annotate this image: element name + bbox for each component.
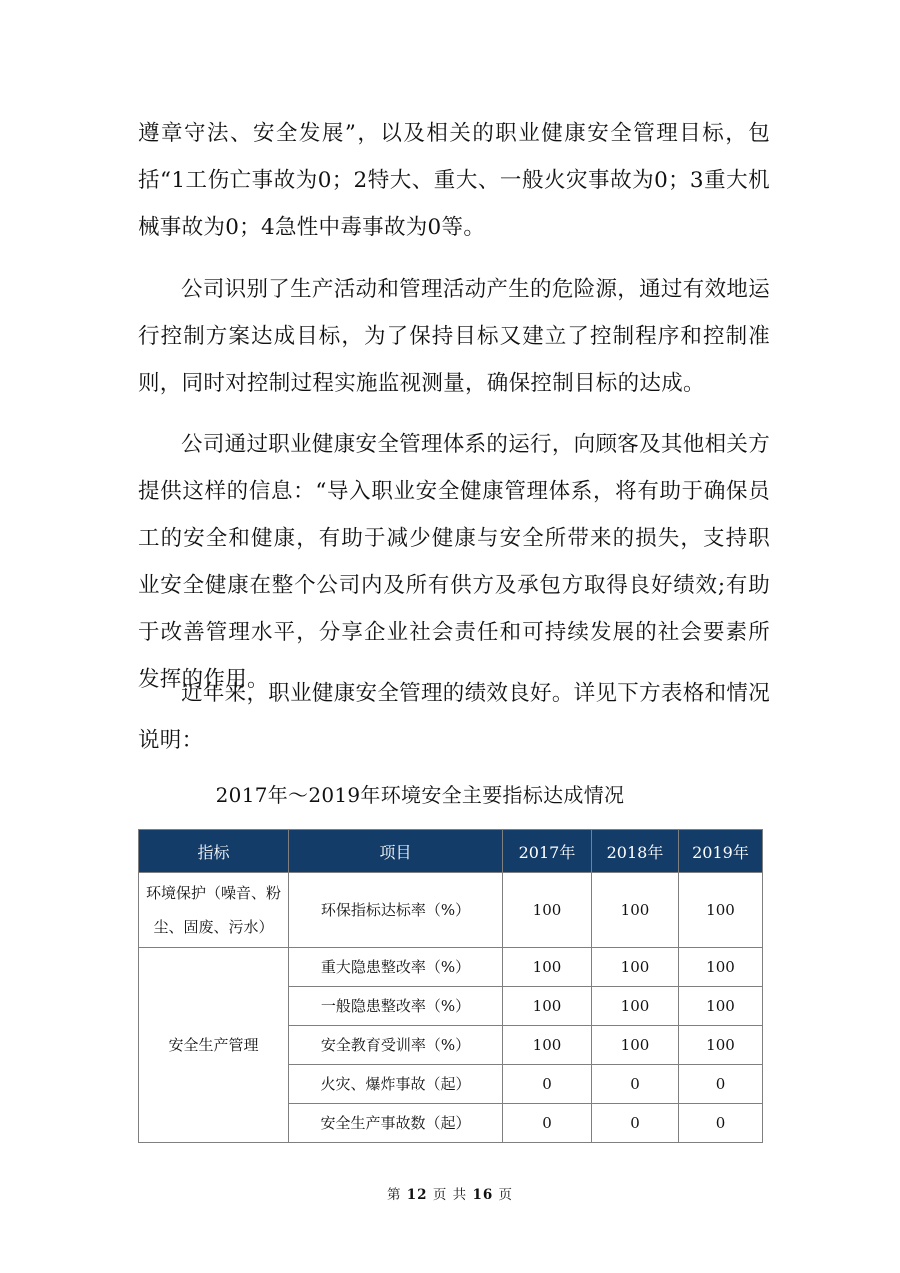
row-value-2018: 100 (592, 948, 679, 987)
row-value-2017: 100 (503, 873, 592, 948)
table-row (139, 873, 763, 948)
page-footer (0, 1183, 900, 1203)
row-value-2019: 0 (679, 1065, 763, 1104)
footer-total-pages: 16 (472, 1187, 494, 1203)
paragraph-system-info: 公司通过职业健康安全管理体系的运行，向顾客及其他相关方提供这样的信息：“导入职业安全健康管理体系，将有助于确保员工的安全和健康，有助于减少健康与安全所带来的损失，支持职业安全健康在整个公司内及所有供方及承包方取得良好绩效;有助于改善管理水平，分享企业社会责任和可持续发展的社会要素所发挥的作用。 (138, 432, 770, 692)
row-value-2019: 100 (679, 1026, 763, 1065)
row-item: 安全教育受训率（%） (289, 1026, 503, 1065)
row-value-2018: 100 (592, 987, 679, 1026)
row-value-2018: 0 (592, 1104, 679, 1143)
row-item: 安全生产事故数（起） (289, 1104, 503, 1143)
row-value-2017: 100 (503, 1026, 592, 1065)
paragraph-hazard-control: 公司识别了生产活动和管理活动产生的危险源，通过有效地运行控制方案达成目标，为了保持目标又建立了控制程序和控制准则，同时对控制过程实施监视测量，确保控制目标的达成。 (138, 277, 770, 396)
footer-suffix: 页 (498, 1187, 514, 1203)
row-value-2017: 100 (503, 987, 592, 1026)
row-value-2017: 100 (503, 948, 592, 987)
row-item: 重大隐患整改率（%） (289, 948, 503, 987)
group-label-environment: 环境保护（噪音、粉尘、固废、污水） (139, 873, 289, 948)
paragraph-performance: 近年来，职业健康安全管理的绩效良好。详见下方表格和情况说明： (138, 681, 770, 753)
paragraph-objectives: 遵章守法、安全发展”，以及相关的职业健康安全管理目标，包括“1工伤亡事故为0；2特大、重大、一般火灾事故为0；3重大机械事故为0；4急性中毒事故为0等。 (138, 121, 770, 240)
header-item: 项目 (289, 830, 503, 873)
row-value-2018: 100 (592, 1026, 679, 1065)
row-value-2019: 100 (679, 873, 763, 948)
row-item: 火灾、爆炸事故（起） (289, 1065, 503, 1104)
header-2017: 2017年 (503, 830, 592, 873)
table-row (139, 948, 763, 987)
row-value-2019: 0 (679, 1104, 763, 1143)
header-indicator: 指标 (139, 830, 289, 873)
table-caption: 2017年～2019年环境安全主要指标达成情况 (215, 783, 625, 807)
row-value-2019: 100 (679, 948, 763, 987)
footer-current-page: 12 (406, 1187, 428, 1203)
row-value-2017: 0 (503, 1104, 592, 1143)
table-header-row (139, 830, 763, 873)
row-value-2018: 0 (592, 1065, 679, 1104)
row-value-2018: 100 (592, 873, 679, 948)
metrics-table (138, 829, 763, 1143)
row-item: 环保指标达标率（%） (289, 873, 503, 948)
group-label-safety: 安全生产管理 (139, 948, 289, 1143)
header-2019: 2019年 (679, 830, 763, 873)
row-value-2017: 0 (503, 1065, 592, 1104)
header-2018: 2018年 (592, 830, 679, 873)
footer-middle: 页 共 (432, 1187, 468, 1203)
footer-prefix: 第 (386, 1187, 402, 1203)
row-value-2019: 100 (679, 987, 763, 1026)
row-item: 一般隐患整改率（%） (289, 987, 503, 1026)
